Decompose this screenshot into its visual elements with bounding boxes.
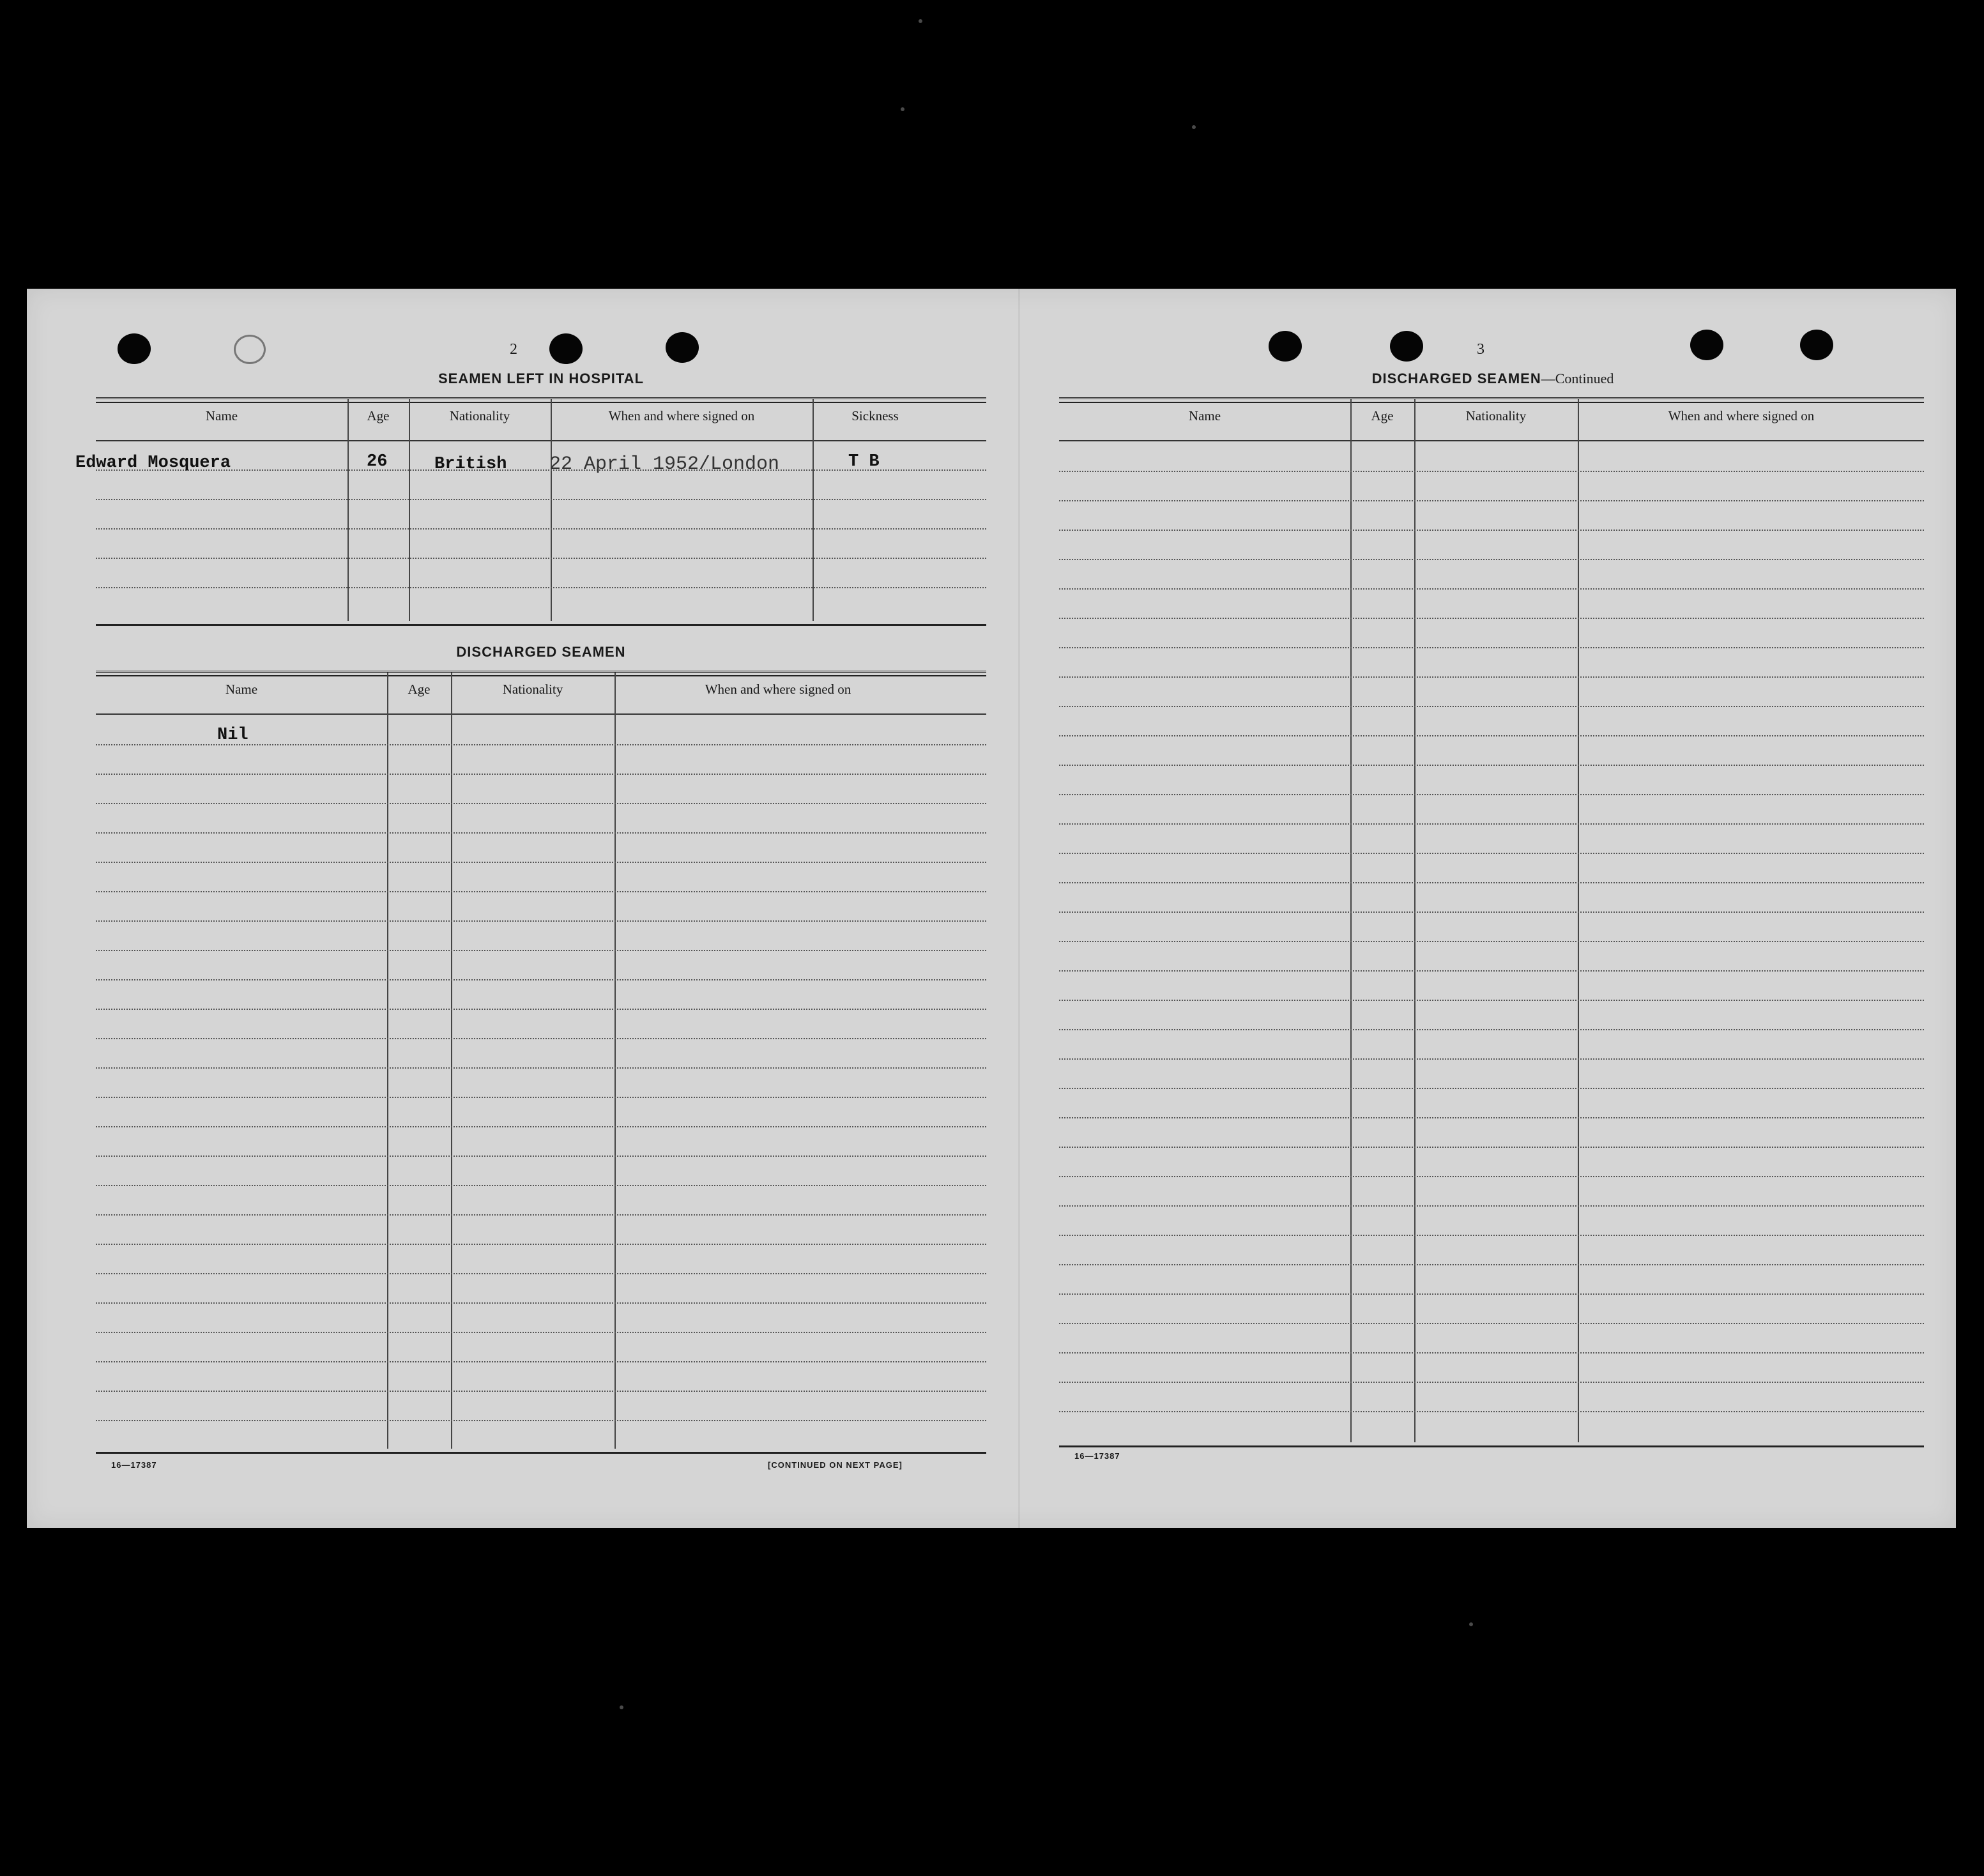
row-rule (96, 1126, 986, 1127)
scan-speck (1192, 125, 1196, 129)
row-rule (96, 950, 986, 951)
scan-speck (1469, 1622, 1473, 1626)
row-rule (96, 1302, 986, 1304)
table-bottom-rule (96, 1452, 986, 1454)
discharged-section-title: DISCHARGED SEAMEN (456, 644, 626, 660)
row-rule (96, 1214, 986, 1216)
row-rule (1059, 1058, 1924, 1060)
table-header (96, 399, 986, 441)
row-rule (96, 1067, 986, 1069)
row-rule (96, 558, 986, 559)
row-rule (96, 1391, 986, 1392)
punch-hole (234, 335, 266, 364)
column-header-name: Name (205, 408, 238, 423)
hospital-row-age: 26 (367, 452, 388, 471)
scan-speck (620, 1705, 623, 1709)
row-rule (1059, 1117, 1924, 1118)
row-rule (1059, 941, 1924, 942)
row-rule (96, 499, 986, 500)
row-rule (1059, 1029, 1924, 1030)
column-divider (1350, 399, 1352, 1442)
row-rule (96, 1420, 986, 1421)
row-rule (1059, 647, 1924, 648)
row-rule (1059, 1352, 1924, 1354)
row-rule (1059, 1264, 1924, 1265)
row-rule (1059, 1088, 1924, 1089)
row-rule (96, 1273, 986, 1274)
punch-hole (1690, 330, 1723, 360)
row-rule (96, 528, 986, 530)
row-rule (96, 862, 986, 863)
page-fold (1018, 289, 1020, 1528)
discharged-table (96, 671, 986, 1449)
row-rule (1059, 765, 1924, 766)
column-header-age: Age (408, 682, 431, 697)
punch-hole (549, 333, 583, 364)
hospital-section-title: SEAMEN LEFT IN HOSPITAL (438, 370, 645, 386)
table-header (96, 673, 986, 715)
column-header-signed-on: When and where signed on (705, 682, 851, 697)
discharged-continued-title (1062, 370, 1924, 387)
column-header-nationality: Nationality (1465, 408, 1527, 423)
row-rule (96, 1185, 986, 1186)
row-rule (96, 587, 986, 588)
page-number-right: 3 (1477, 341, 1484, 358)
hospital-row-name: Edward Mosquera (75, 454, 231, 473)
table-bottom-rule (96, 624, 986, 626)
row-rule (96, 803, 986, 804)
row-rule (1059, 706, 1924, 707)
column-header-age: Age (1371, 408, 1394, 423)
row-rule (96, 920, 986, 922)
row-rule (1059, 471, 1924, 472)
row-rule (1059, 588, 1924, 590)
row-rule (1059, 823, 1924, 825)
row-rule (96, 832, 986, 834)
row-rule (1059, 1147, 1924, 1148)
punch-hole (666, 332, 699, 363)
row-rule (1059, 970, 1924, 972)
row-rule (1059, 1323, 1924, 1324)
row-rule (1059, 559, 1924, 560)
column-header-sickness: Sickness (851, 408, 899, 423)
row-rule (1059, 1000, 1924, 1001)
row-rule (1059, 676, 1924, 678)
hospital-row-nationality: British (434, 455, 507, 474)
discharged-row-name: Nil (217, 726, 248, 745)
column-divider (1414, 399, 1416, 1442)
punch-hole (1269, 331, 1302, 362)
table-header (1059, 399, 1924, 441)
row-rule (1059, 794, 1924, 795)
row-rule (1059, 1205, 1924, 1207)
row-rule (1059, 911, 1924, 913)
row-rule (96, 1009, 986, 1010)
table-bottom-rule (1059, 1445, 1924, 1447)
row-rule (96, 979, 986, 980)
column-header-nationality: Nationality (502, 682, 563, 697)
hospital-row-sickness: T B (848, 452, 880, 471)
column-divider (1578, 399, 1579, 1442)
scan-speck (901, 107, 904, 111)
row-rule (1059, 882, 1924, 883)
discharged-continued-table (1059, 397, 1924, 1442)
row-rule (1059, 500, 1924, 501)
ledger-sheet (27, 289, 1956, 1528)
continued-note: [CONTINUED ON NEXT PAGE] (768, 1460, 903, 1470)
row-rule (96, 1332, 986, 1333)
row-rule (1059, 1382, 1924, 1383)
row-rule (1059, 1176, 1924, 1177)
row-rule (96, 1097, 986, 1098)
row-rule (96, 1361, 986, 1362)
row-rule (1059, 735, 1924, 736)
row-rule (96, 1038, 986, 1039)
punch-hole (1390, 331, 1423, 362)
row-rule (96, 1244, 986, 1245)
discharged-continued-title-suffix: —Continued (1541, 370, 1614, 386)
column-header-signed-on: When and where signed on (608, 408, 755, 423)
form-number-left: 16—17387 (111, 1460, 157, 1470)
punch-hole (118, 333, 151, 364)
row-rule (1059, 1235, 1924, 1236)
row-rule (1059, 1411, 1924, 1412)
column-header-signed-on: When and where signed on (1668, 408, 1815, 423)
form-number-right: 16—17387 (1074, 1451, 1120, 1461)
column-header-age: Age (367, 408, 390, 423)
column-header-name: Name (1188, 408, 1221, 423)
punch-hole (1800, 330, 1833, 360)
row-rule (96, 774, 986, 775)
row-rule (96, 891, 986, 892)
hospital-table (96, 397, 986, 621)
row-rule (1059, 530, 1924, 531)
row-rule (1059, 853, 1924, 854)
column-header-name: Name (225, 682, 258, 697)
page-number-left: 2 (510, 341, 517, 358)
column-header-nationality: Nationality (449, 408, 510, 423)
hospital-row-signed-on: 22 April 1952/London (549, 454, 780, 475)
discharged-continued-title-main: DISCHARGED SEAMEN (1371, 370, 1541, 386)
row-rule (96, 1155, 986, 1157)
row-rule (1059, 1293, 1924, 1295)
row-rule (1059, 618, 1924, 619)
scan-speck (919, 19, 922, 23)
